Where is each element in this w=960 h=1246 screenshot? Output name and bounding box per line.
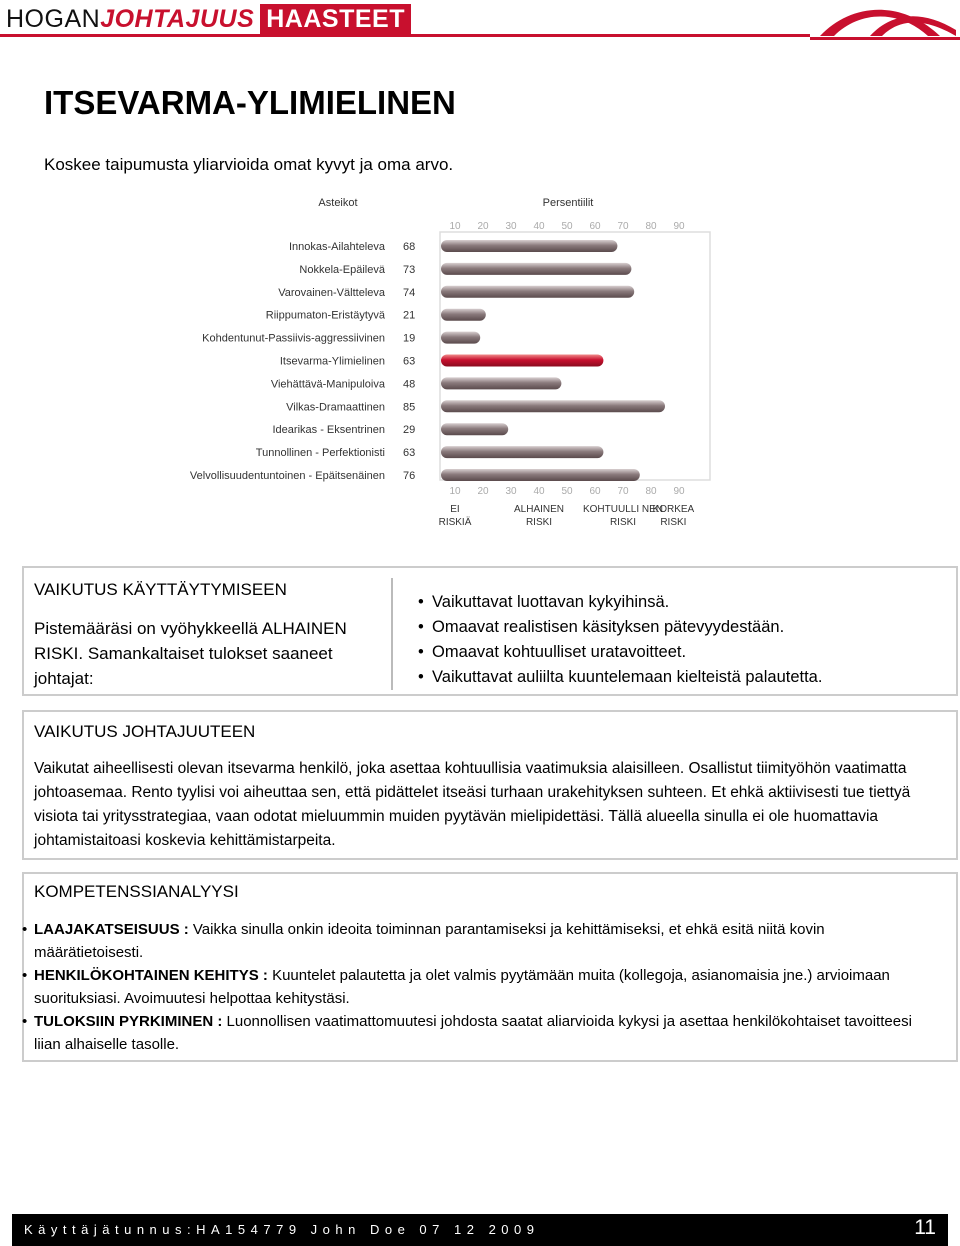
value-label: 48 — [403, 378, 416, 391]
category-label: Itsevarma-Ylimielinen — [279, 355, 385, 368]
tick-label: 80 — [645, 221, 657, 232]
tick-label: 60 — [589, 221, 601, 232]
tick-label: 30 — [505, 221, 517, 232]
category-label: Viehättävä-Manipuloiva — [270, 378, 385, 391]
category-label: Kohdentunut-Passiivis-aggressiivinen — [202, 332, 385, 345]
bar — [441, 332, 480, 344]
impact-leadership-title: VAIKUTUS JOHTAJUUTEEN — [34, 722, 256, 741]
value-labels — [403, 241, 415, 482]
risk-zone-label: KORKEA RISKI — [652, 504, 695, 528]
competence-list — [22, 918, 922, 1056]
footer-user-line: Käyttäjätunnus:HA154779 John Doe 07 12 2009 — [24, 1222, 540, 1237]
percentile-chart — [0, 190, 960, 530]
category-label: Idearikas - Eksentrinen — [272, 424, 385, 437]
tick-label: 70 — [617, 221, 629, 232]
list-item: • Omaavat kohtuulliset uratavoitteet. — [418, 640, 948, 665]
risk-zone-label: KOHTUULLI NEN RISKI — [582, 504, 664, 528]
value-label: 68 — [403, 241, 416, 253]
percentiles-header: Persentiilit — [542, 197, 594, 209]
tick-label: 20 — [477, 486, 489, 497]
competence-term: HENKILÖKOHTAINEN KEHITYS : — [34, 967, 268, 984]
bars — [441, 240, 665, 481]
list-item — [22, 1010, 922, 1056]
bar — [441, 377, 561, 389]
brand-logo — [6, 4, 411, 34]
tick-label: 40 — [533, 486, 545, 497]
impact-behavior-list — [418, 590, 948, 690]
impact-leadership-text: Vaikutat aiheellisesti olevan itsevarma henkilö, joka asettaa kohtuullisia vaatimuksia alaisilleen. Osallistut tiimityöhön vaatimatta johtoasemaa. Rento tyylisi voi aiheuttaa sen, että pidättelet itseäsi turhaan urakehityksen suhteen. Et ehkä aktiivisesti tue tiettyä visiota tai yritysstrategiaa, vaan odotat mieluummin muiden pyytävän mielipidettäsi. Tällä alueella sinulla ei ole huomattavia johtamistaitoasi koskevia kehittämistarpeita. — [34, 760, 911, 849]
risk-zone-labels — [439, 504, 695, 528]
competence-term: TULOKSIIN PYRKIMINEN : — [34, 1013, 223, 1030]
list-item — [22, 918, 922, 964]
list-item: • Vaikuttavat auliilta kuuntelemaan kielteistä palautetta. — [418, 665, 948, 690]
tick-label: 20 — [477, 221, 489, 232]
value-label: 63 — [403, 355, 416, 368]
competence-term: LAAJAKATSEISUUS : — [34, 921, 189, 938]
header-band — [0, 34, 810, 37]
value-label: 73 — [403, 263, 416, 276]
category-label: Riippumaton-Eristäytyvä — [265, 309, 385, 322]
scales-header: Asteikot — [318, 197, 358, 209]
tick-label: 90 — [673, 486, 685, 497]
bar — [441, 423, 508, 435]
brand-haasteet: HAASTEET — [260, 4, 411, 34]
brand-hogan: HOGAN — [6, 5, 101, 33]
brand-johtajuus: JOHTAJUUS — [100, 5, 255, 33]
tick-label: 50 — [561, 486, 573, 497]
category-label: Varovainen-Vältteleva — [278, 286, 385, 299]
value-label: 74 — [403, 286, 416, 299]
page-number: 11 — [914, 1216, 936, 1239]
competence-text: Luonnollisen vaatimattomuutesi johdosta saatat aliarvioida kykysi ja asettaa henkilökohtaiset tavoitteesi liian alhaiselle tasolle. — [34, 1013, 912, 1053]
header-swoosh-decoration — [810, 0, 960, 40]
tick-label: 80 — [645, 486, 657, 497]
category-labels — [190, 241, 386, 482]
page-subtitle: Koskee taipumusta yliarvioida omat kyvyt ja oma arvo. — [44, 155, 454, 174]
page-title: ITSEVARMA-YLIMIELINEN — [44, 84, 456, 121]
top-axis-ticks — [449, 221, 685, 232]
tick-label: 60 — [589, 486, 601, 497]
risk-zone-label: ALHAINEN RISKI — [513, 504, 565, 528]
tick-label: 40 — [533, 221, 545, 232]
competence-text: Kuuntelet palautetta ja olet valmis pyytämään muita (kollegoja, asianomaisia jne.) arvioimaan suorituksiasi. Avoimuutesi helpottaa kehitystäsi. — [34, 967, 890, 1007]
category-label: Innokas-Ailahteleva — [288, 241, 385, 253]
tick-label: 90 — [673, 221, 685, 232]
tick-label: 10 — [449, 221, 461, 232]
impact-divider — [391, 578, 393, 690]
bar — [441, 446, 603, 458]
category-label: Velvollisuudentuntoinen - Epäitsenäinen — [189, 470, 385, 482]
bar — [441, 263, 631, 275]
value-label: 76 — [403, 470, 416, 482]
category-label: Vilkas-Dramaattinen — [286, 401, 385, 414]
impact-behavior-title: VAIKUTUS KÄYTTÄYTYMISEEN — [34, 580, 287, 599]
risk-zone-label: EI RISKIÄ — [438, 504, 472, 528]
tick-label: 50 — [561, 221, 573, 232]
bar — [441, 400, 665, 412]
value-label: 21 — [403, 309, 416, 322]
bar — [441, 469, 640, 481]
impact-behavior-text: Pistemääräsi on vyöhykkeellä ALHAINEN RISKI. Samankaltaiset tulokset saaneet johtajat: — [34, 619, 347, 688]
tick-label: 10 — [449, 486, 461, 497]
value-label: 29 — [403, 424, 416, 437]
list-item: • Vaikuttavat luottavan kykyihinsä. — [418, 590, 948, 615]
list-item: • Omaavat realistisen käsityksen pätevyydestään. — [418, 615, 948, 640]
bar-highlighted — [441, 355, 603, 367]
bar — [441, 240, 617, 252]
category-label: Tunnollinen - Perfektionisti — [255, 447, 385, 460]
bottom-axis-ticks — [449, 486, 685, 497]
value-label: 19 — [403, 332, 416, 345]
tick-label: 70 — [617, 486, 629, 497]
value-label: 85 — [403, 401, 416, 414]
value-label: 63 — [403, 447, 416, 460]
tick-label: 30 — [505, 486, 517, 497]
list-item — [22, 964, 922, 1010]
category-label: Nokkela-Epäilevä — [299, 263, 385, 276]
competence-text: Vaikka sinulla onkin ideoita toiminnan parantamiseksi ja kehittämiseksi, et ehkä esitä niitä kovin määrätietoisesti. — [34, 921, 825, 961]
bar — [441, 286, 634, 298]
bar — [441, 309, 486, 321]
competence-title: KOMPETENSSIANALYYSI — [34, 882, 239, 901]
